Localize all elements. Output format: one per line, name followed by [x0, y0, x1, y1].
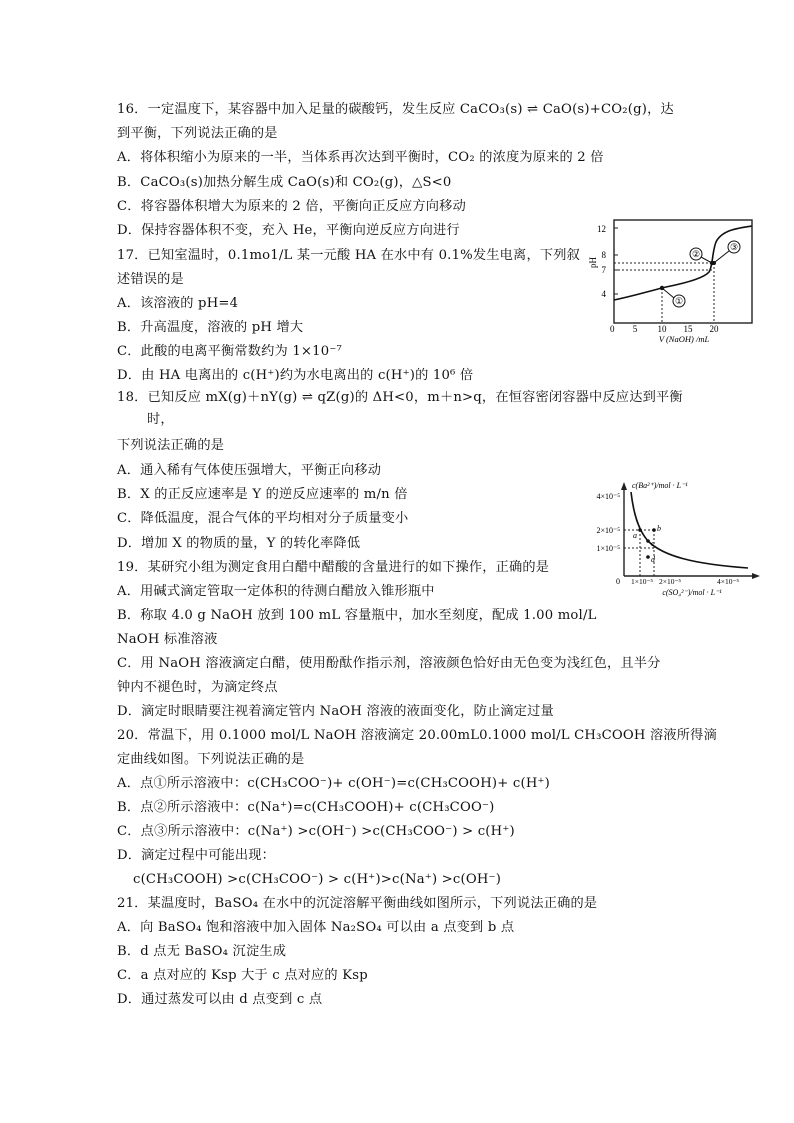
x-tick-15: 15	[683, 324, 693, 334]
q20-stem-line1: 20．常温下，用 0.1000 mol/L NaOH 溶液滴定 20.00mL0.1000 mol/L CH₃COOH 溶液所得滴	[117, 728, 717, 743]
q18-option-b: B．X 的正反应速率是 Y 的逆反应速率的 m/n 倍	[117, 487, 408, 502]
q20-option-d-line2: c(CH₃COOH) >c(CH₃COO⁻) > c(H⁺)>c(Na⁺) >c(OH⁻)	[133, 872, 502, 887]
q17-stem-line1: 17．已知室温时，0.1mo1/L 某一元酸 HA 在水中有 0.1%发生电离，下列叙	[117, 248, 580, 263]
q16-stem-line1: 16．一定温度下，某容器中加入足量的碳酸钙，发生反应 CaCO₃(s) ⇌ CaO(s)+CO₂(g)，达	[117, 102, 674, 117]
plot-frame	[614, 220, 752, 323]
q17-option-c: C．此酸的电离平衡常数约为 1×10⁻⁷	[117, 344, 342, 359]
x-tick-20: 20	[709, 324, 719, 334]
y-tick-7: 7	[601, 265, 606, 275]
y-tick-1e-5: 1×10⁻⁵	[596, 544, 620, 553]
point-a-label: a	[633, 531, 637, 540]
point-c-label: c	[651, 539, 655, 548]
point-c-marker	[646, 539, 650, 543]
y-axis-arrow	[621, 482, 627, 490]
q20-option-a: A．点①所示溶液中：c(CH₃COO⁻)+ c(OH⁻)=c(CH₃COOH)+ c(H⁺)	[117, 776, 551, 791]
q17-stem-line2: 述错误的是	[117, 272, 184, 287]
point-1-leader	[662, 288, 674, 298]
q18-stem-line1: 18．已知反应 mX(g)＋nY(g) ⇌ qZ(g)的 ΔH<0，m＋n>q，在恒容密闭容器中反应达到平衡	[117, 390, 683, 405]
q16-stem-line2: 到平衡，下列说法正确的是	[117, 126, 278, 141]
point-a-marker	[638, 528, 642, 532]
x-tick-0: 0	[610, 324, 615, 334]
y-axis-label: c(Ba²⁺)/mol · L⁻¹	[632, 481, 688, 490]
y-tick-4: 4	[601, 289, 606, 299]
q16-option-c: C．将容器体积增大为原来的 2 倍，平衡向正反应方向移动	[117, 199, 466, 214]
y-tick-8: 8	[601, 250, 606, 260]
q19-option-c-line2: 钟内不褪色时，为滴定终点	[117, 680, 278, 695]
x-axis-label: c(SO₄²⁻)/mol · L⁻¹	[662, 588, 722, 597]
x-tick-5: 5	[632, 324, 638, 334]
point-2-label: ②	[691, 249, 701, 259]
x-axis-arrow	[752, 573, 760, 579]
point-d-marker	[646, 555, 650, 559]
q16-option-d: D．保持容器体积不变，充入 He，平衡向逆反应方向进行	[117, 223, 460, 238]
point-1-label: ①	[674, 296, 684, 306]
q19-option-c-line1: C．用 NaOH 溶液滴定白醋，使用酚酞作指示剂，溶液颜色恰好由无色变为浅红色，且半分	[117, 656, 661, 671]
point-3-leader	[715, 251, 729, 262]
x-tick-4e-5: 4×10⁻⁵	[716, 577, 740, 586]
y-axis-label: pH	[588, 257, 598, 268]
titration-curve-svg	[588, 216, 760, 344]
x-tick-10: 10	[657, 324, 667, 334]
x-tick-2e-5: 2×10⁻⁵	[658, 577, 682, 586]
titration-curve-figure	[588, 216, 760, 344]
q19-option-b-line2: NaOH 标准溶液	[117, 632, 218, 647]
q21-stem: 21．某温度时，BaSO₄ 在水中的沉淀溶解平衡曲线如图所示，下列说法正确的是	[117, 896, 598, 911]
baso4-solubility-svg	[588, 478, 764, 602]
y-tick-2e-5: 2×10⁻⁵	[596, 526, 620, 535]
q16-option-a: A．将体积缩小为原来的一半，当体系再次达到平衡时，CO₂ 的浓度为原来的 2 倍	[117, 150, 604, 165]
y-tick-12: 12	[597, 224, 606, 234]
q19-option-a: A．用碱式滴定管取一定体积的待测白醋放入锥形瓶中	[117, 584, 435, 599]
q18-option-a: A．通入稀有气体使压强增大，平衡正向移动	[117, 463, 382, 478]
q16-option-b: B．CaCO₃(s)加热分解生成 CaO(s)和 CO₂(g)，△S<0	[117, 175, 452, 190]
point-3-label: ③	[729, 242, 739, 252]
y-tick-4e-5: 4×10⁻⁵	[596, 492, 620, 501]
q18-option-c: C．降低温度，混合气体的平均相对分子质量变小	[117, 511, 409, 526]
q19-stem: 19．某研究小组为测定食用白醋中醋酸的含量进行的如下操作，正确的是	[117, 560, 550, 575]
q18-stem-line3: 下列说法正确的是	[117, 438, 225, 453]
q20-stem-line2: 定曲线如图。下列说法正确的是	[117, 752, 305, 767]
q19-option-b-line1: B．称取 4.0 g NaOH 放到 100 mL 容量瓶中，加水至刻度，配成 1.00 mol/L	[117, 608, 597, 623]
point-b-label: b	[657, 524, 661, 533]
q20-option-d-line1: D．滴定过程中可能出现：	[117, 848, 276, 863]
point-2-leader	[701, 257, 712, 263]
q18-stem-line2: 时，	[147, 412, 174, 427]
baso4-solubility-figure	[588, 478, 764, 602]
q19-option-d: D．滴定时眼睛要注视着滴定管内 NaOH 溶液的液面变化，防止滴定过量	[117, 704, 554, 719]
q20-option-c: C．点③所示溶液中：c(Na⁺) >c(OH⁻) >c(CH₃COO⁻) > c(H⁺)	[117, 824, 515, 839]
point-d-label: d	[651, 555, 655, 564]
point-b-marker	[652, 528, 656, 532]
q17-option-a: A．该溶液的 pH=4	[117, 296, 239, 311]
q17-option-d: D．由 HA 电离出的 c(H⁺)约为水电离出的 c(H⁺)的 10⁶ 倍	[117, 368, 474, 383]
x-axis-label: V (NaOH) /mL	[658, 334, 710, 344]
x-tick-1e-5: 1×10⁻⁵	[630, 577, 654, 586]
q21-option-b: B．d 点无 BaSO₄ 沉淀生成	[117, 944, 287, 959]
x-tick-0: 0	[616, 577, 620, 586]
q20-option-b: B．点②所示溶液中：c(Na⁺)=c(CH₃COOH)+ c(CH₃COO⁻)	[117, 800, 495, 815]
q21-option-a: A．向 BaSO₄ 饱和溶液中加入固体 Na₂SO₄ 可以由 a 点变到 b 点	[117, 920, 515, 935]
q18-option-d: D．增加 X 的物质的量，Y 的转化率降低	[117, 536, 361, 551]
q21-option-d: D．通过蒸发可以由 d 点变到 c 点	[117, 992, 323, 1007]
q21-option-c: C．a 点对应的 Ksp 大于 c 点对应的 Ksp	[117, 968, 368, 983]
q17-option-b: B．升高温度，溶液的 pH 增大	[117, 320, 304, 335]
